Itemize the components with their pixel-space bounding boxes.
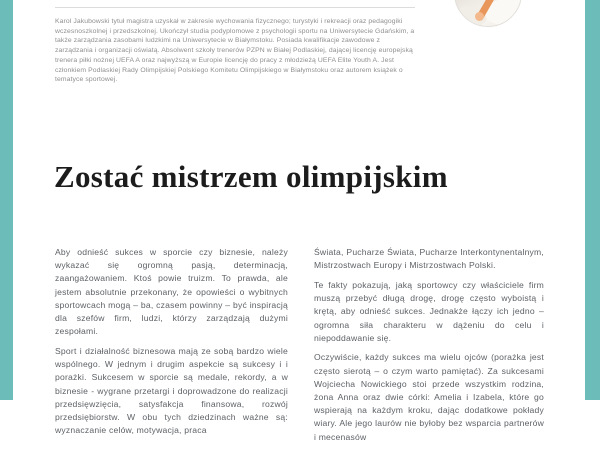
article-paragraph: Aby odnieść sukces w sporcie czy biznesie, należy wykazać się ogromną pasją, determinacją, zaangażowaniem. Ktoś powie truizm. To prawda, ale jestem absolutnie przekonany, że opowieści o wybitnych sportowcach mogą – ba, czasem powinny – być inspiracją dla szefów firm, ludzi, którzy zarządzają dużymi zespołami.	[55, 247, 288, 337]
page-title: Zostać mistrzem olimpijskim	[54, 159, 448, 194]
article-paragraph: Sport i działalność biznesowa mają ze sobą bardzo wiele wspólnego. W jednym i drugim aspekcie są sukcesy i i porażki. Sukcesem w sporcie są medale, rekordy, a w biznesie - wygrane przetargi i doprowadzone do realizacji przedsięwzięcia, satysfakcja finansowa, rozwój przedsiębiorstw. W obu tych dziedzinach ważne są: wyznaczanie celów, motywacja, praca	[55, 345, 288, 436]
left-column	[55, 246, 288, 444]
photo-shape	[475, 12, 484, 21]
author-photo	[454, 0, 522, 27]
article-paragraph: Świata, Pucharze Świata, Pucharze Interkontynentalnym, Mistrzostwach Europy i Mistrzostwach Polski.	[314, 247, 544, 271]
right-column	[314, 246, 544, 450]
article-paragraph: Te fakty pokazują, jaką sportowcy czy właściciele firm muszą przebyć długą drogę, drogę często wyboistą i krętą, aby odnieść sukces. Jednakże łączy ich jedno – ogromna siła charakteru w dążeniu do celu i niepoddawanie się.	[314, 279, 544, 343]
page-edge-right	[585, 0, 600, 400]
divider-line	[55, 7, 415, 8]
article-paragraph: Oczywiście, każdy sukces ma wielu ojców (porażka jest często sierotą – o czym warto pamiętać). Za sukcesami Wojciecha Nowickiego stoi przede wszystkim rodzina, żona Anna oraz dwie córki: Amelia i Izabela, które go wspierają na każdym kroku, dając dodatkowe pokłady wiary. Ale jego laurów nie byłoby bez wsparcia partnerów i mecenasów	[314, 352, 544, 442]
page-edge-left	[0, 0, 13, 400]
author-bio: Karol Jakubowski tytuł magistra uzyskał w zakresie wychowania fizycznego; turystyki i rekreacji oraz pedagogiki wczesnoszkolnej i przedszkolnej. Ukończył studia podyplomowe z psychologii sportu na Uniwersytecie Gdańskim, a także zarządzania zasobami ludzkimi na Uniwersytecie w Białymstoku. Posiada kwalifikacje zawodowe z zarządzania i organizacji oświatą. Absolwent szkoły trenerów PZPN w Białej Podlaskiej, dającej licencję europejską trenera piłki nożnej UEFA A oraz najwyższą w Europie licencję do pracy z młodzieżą UEFA Elite Youth A. Jest członkiem Podlaskiej Rady Olimpijskiej Polskiego Komitetu Olimpijskiego w Białymstoku oraz autorem książek o tematyce sportowej.	[55, 18, 415, 84]
